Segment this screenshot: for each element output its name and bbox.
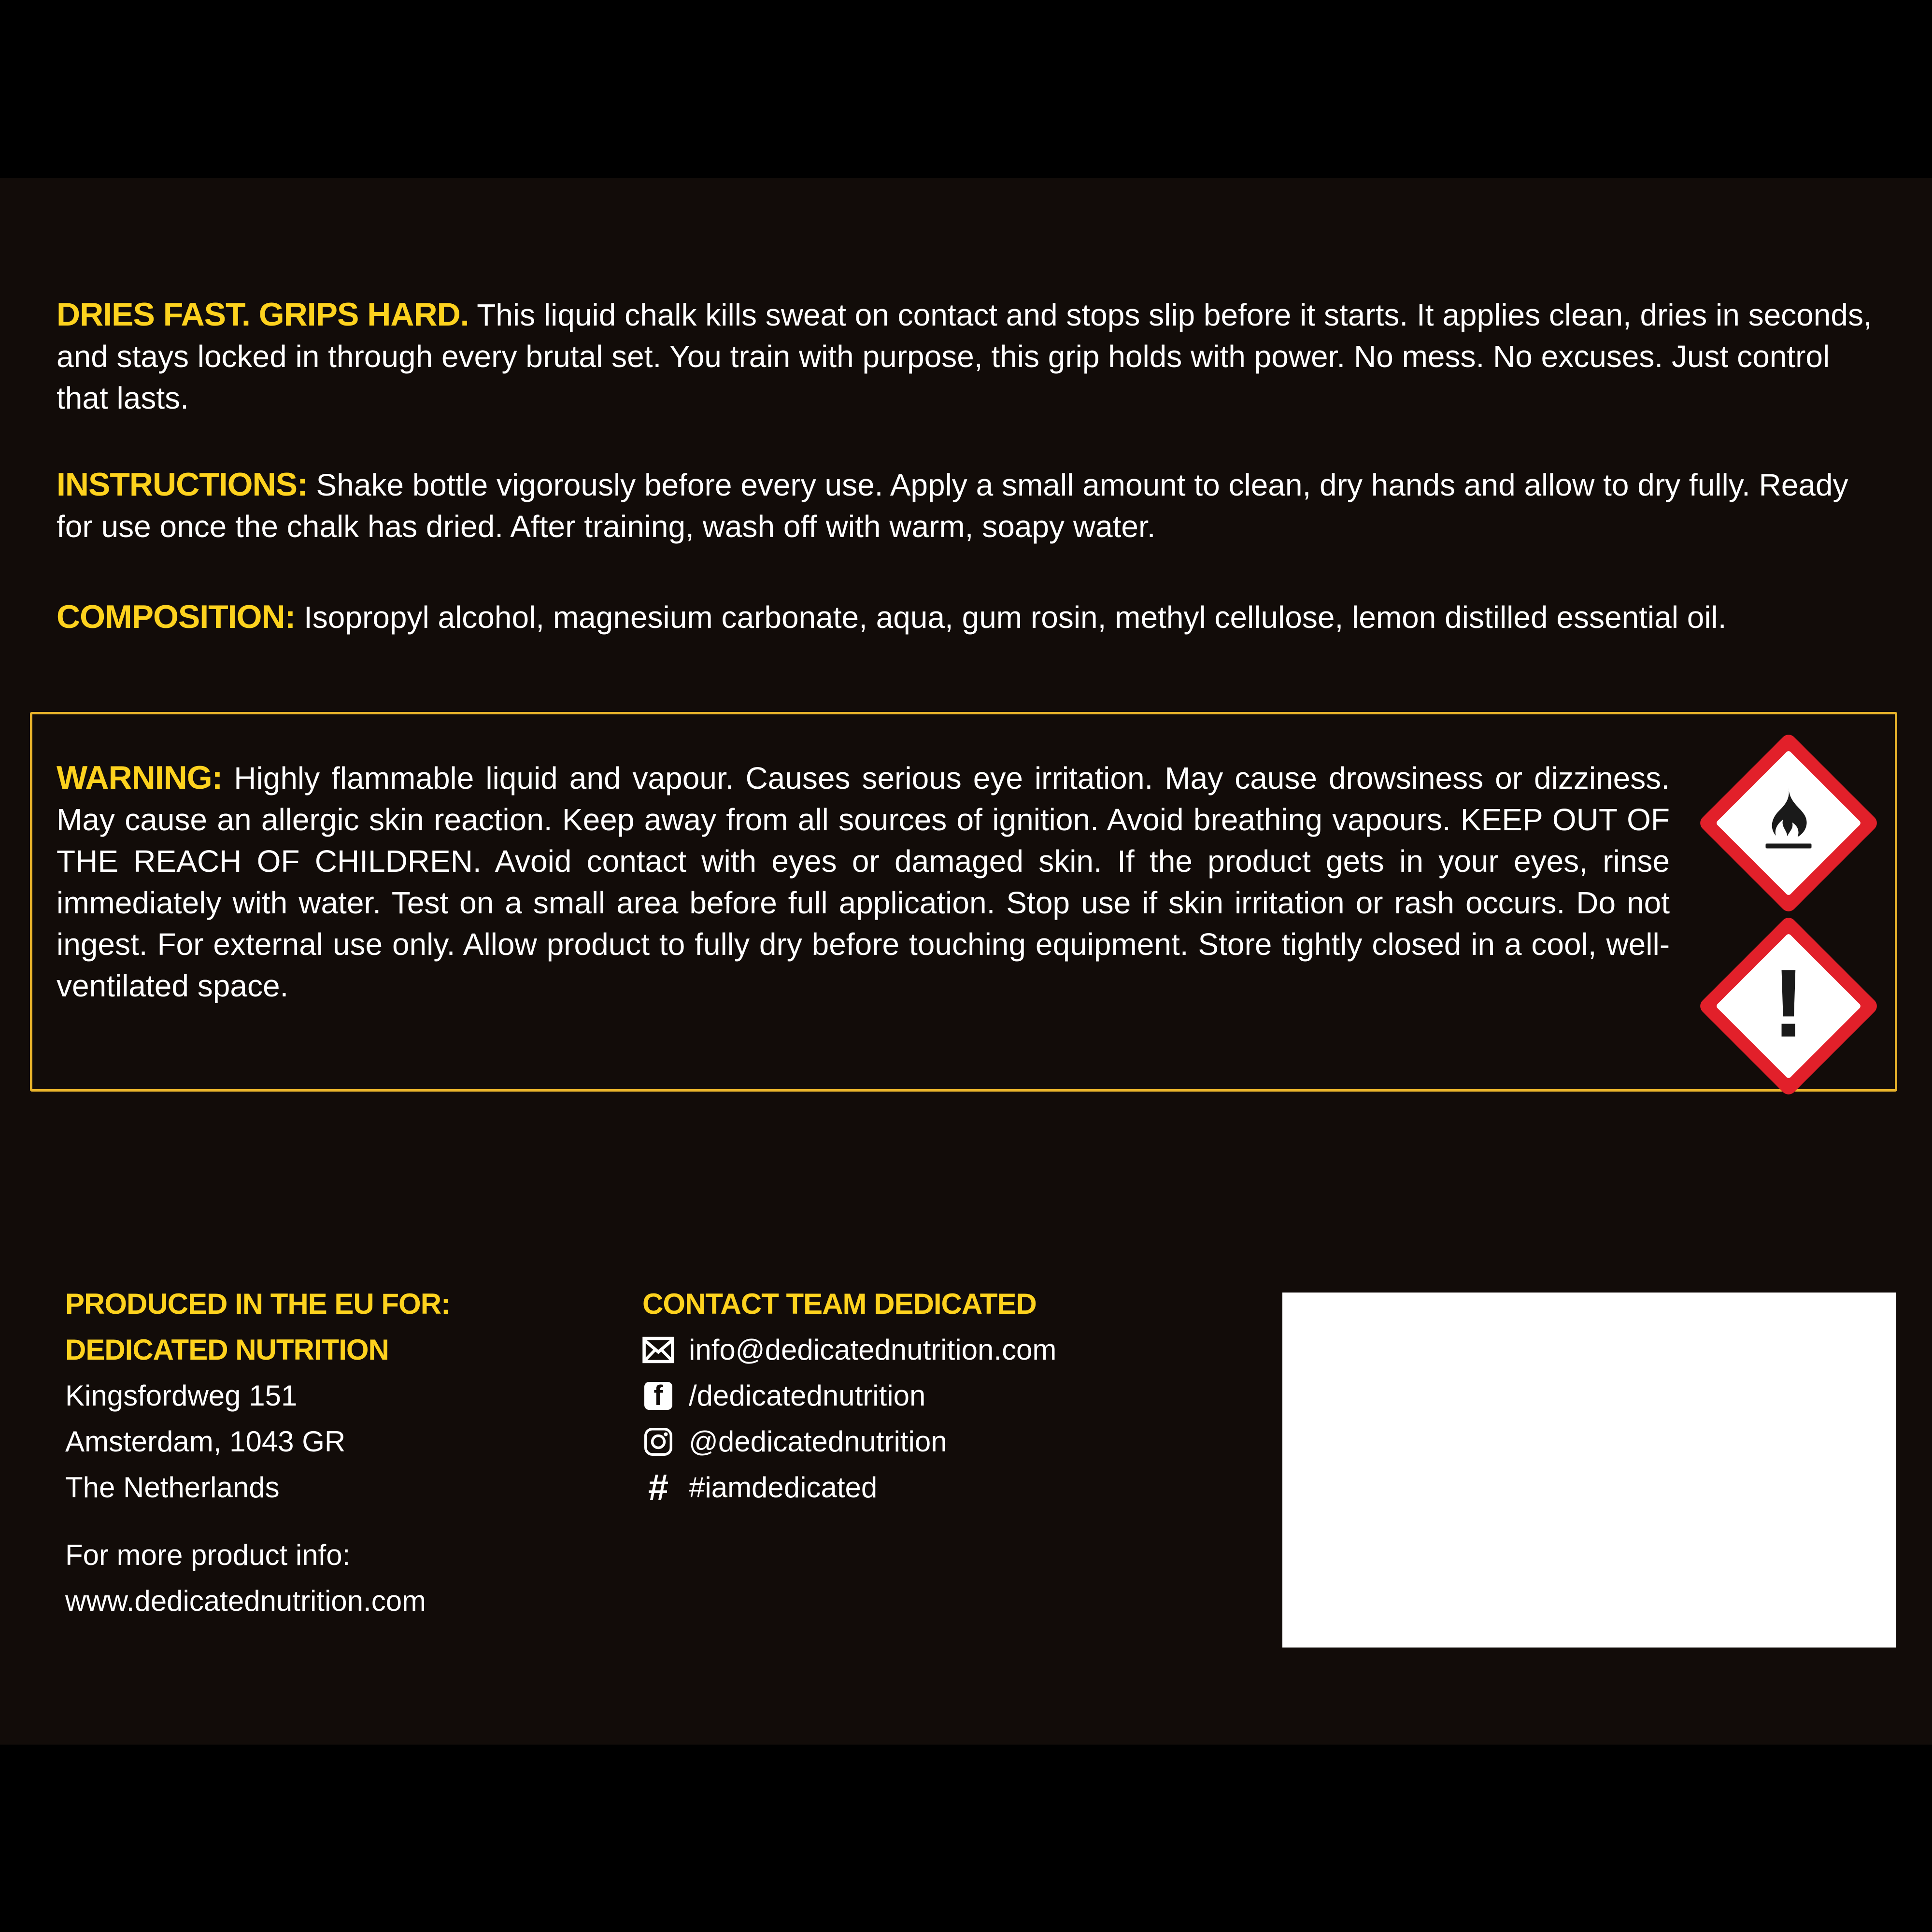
barcode-placeholder bbox=[1282, 1293, 1896, 1648]
contact-row-instagram bbox=[642, 1419, 1056, 1464]
address-city: Amsterdam, 1043 GR bbox=[65, 1425, 346, 1458]
composition-paragraph bbox=[57, 596, 1887, 638]
producer-block bbox=[65, 1281, 450, 1624]
contact-row-facebook bbox=[642, 1373, 1056, 1419]
contact-email: info@dedicatednutrition.com bbox=[689, 1334, 1057, 1366]
description-paragraph bbox=[57, 294, 1887, 419]
contact-heading: CONTACT TEAM DEDICATED bbox=[642, 1288, 1037, 1320]
address-street: Kingsfordweg 151 bbox=[65, 1379, 298, 1412]
contact-block bbox=[642, 1281, 1056, 1510]
instructions-text: Shake bottle vigorously before every use. Apply a small amount to clean, dry hands and allow to dry fully. Ready for use once the chalk has dried. After training, wash off with warm, soapy water. bbox=[57, 468, 1848, 544]
warning-heading: WARNING: bbox=[57, 759, 223, 796]
address-country: The Netherlands bbox=[65, 1471, 280, 1504]
ghs-flammable-pictogram bbox=[1697, 731, 1880, 914]
instructions-paragraph bbox=[57, 464, 1887, 547]
warning-paragraph bbox=[57, 757, 1670, 1007]
exclamation-mark-icon: ! bbox=[1772, 950, 1805, 1057]
top-black-band bbox=[0, 0, 1932, 178]
more-info-label: For more product info: bbox=[65, 1539, 351, 1571]
facebook-icon: f bbox=[642, 1380, 674, 1412]
contact-hashtag: #iamdedicated bbox=[689, 1471, 878, 1504]
description-text: This liquid chalk kills sweat on contact and stops slip before it starts. It applies clean, dries in seconds, and stays locked in through every brutal set. You train with purpose, this grip holds with power. No mess. No excuses. Just control that lasts. bbox=[57, 298, 1872, 415]
instructions-heading: INSTRUCTIONS: bbox=[57, 466, 308, 503]
bottom-black-band bbox=[0, 1745, 1932, 1932]
warning-box bbox=[30, 712, 1897, 1092]
produced-in-eu-heading: PRODUCED IN THE EU FOR: bbox=[65, 1288, 451, 1320]
flame-icon bbox=[1724, 758, 1853, 888]
description-heading: DRIES FAST. GRIPS HARD. bbox=[57, 296, 469, 333]
instagram-icon bbox=[642, 1426, 674, 1458]
composition-text: Isopropyl alcohol, magnesium carbonate, aqua, gum rosin, methyl cellulose, lemon distilled essential oil. bbox=[304, 600, 1727, 635]
brand-name: DEDICATED NUTRITION bbox=[65, 1334, 389, 1366]
ghs-exclamation-pictogram bbox=[1697, 914, 1880, 1097]
composition-heading: COMPOSITION: bbox=[57, 598, 296, 635]
contact-facebook: /dedicatednutrition bbox=[689, 1379, 926, 1412]
website-url: www.dedicatednutrition.com bbox=[65, 1585, 426, 1617]
hashtag-icon: # bbox=[648, 1466, 669, 1508]
email-icon bbox=[642, 1334, 674, 1366]
contact-row-hashtag bbox=[642, 1464, 1056, 1510]
contact-row-email bbox=[642, 1327, 1056, 1373]
warning-text: Highly flammable liquid and vapour. Causes serious eye irritation. May cause drowsiness or dizziness. May cause an allergic skin reaction. Keep away from all sources of ignition. Avoid breathing vapours. KEEP OUT OF THE REACH OF CHILDREN. Avoid contact with eyes or damaged skin. If the product gets in your eyes, rinse immediately with water. Test on a small area before full application. Stop use if skin irritation or rash occurs. Do not ingest. For external use only. Allow product to fully dry before touching equipment. Store tightly closed in a cool, well-ventilated space. bbox=[57, 761, 1670, 1003]
contact-instagram: @dedicatednutrition bbox=[689, 1425, 947, 1458]
